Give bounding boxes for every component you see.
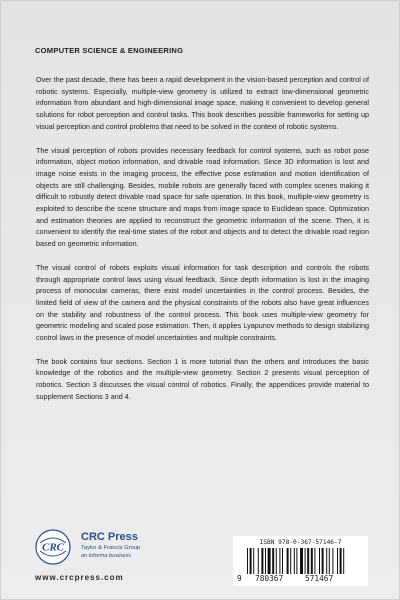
barcode-bars [247,548,355,574]
barcode-bar [272,548,274,574]
barcode-bar [343,548,344,574]
barcode-bar [287,548,289,574]
barcode-bar [290,548,291,574]
barcode-bar [326,548,327,574]
barcode-bar [319,548,320,574]
barcode-bar [311,548,313,574]
barcode-bar [261,548,263,574]
barcode-bar [307,548,309,574]
barcode-bar [314,548,315,574]
category-heading: COMPUTER SCIENCE & ENGINEERING [35,46,184,55]
isbn-label: ISBN 978-0-367-57146-7 [259,539,342,546]
barcode-bar [279,548,280,574]
barcode-bar [305,548,306,574]
barcode-bar [250,548,252,574]
barcode-bar [265,548,266,574]
description-paragraph: The visual control of robots exploits visual information for task description and controls the robots through appropriate control laws using visual feedback. Since depth information is lost in the imaging process of monocular cameras, there exist model uncertainties in the control process. Besides, the limited field of view of the camera and the physical constraints of the robots also have great influences on the stability and robustness of the control process. This book uses multiple-view geometry for geometric modeling and scaled pose estimation. Then, it applies Lyapunov methods to design stabilizing control laws in the presence of model uncertainties and multiple constraints. [36,262,369,343]
publisher-group: Taylor & Francis Group [81,545,141,551]
publisher-tagline: an informa business [81,553,132,559]
barcode-bar [247,548,248,574]
barcode-bar [296,548,297,574]
barcode-digit-first: 9 [237,574,242,583]
barcode-bar [340,548,342,574]
crc-logo-icon [35,529,71,565]
barcode-bar [276,548,277,574]
publisher-name: CRC Press [81,531,138,543]
barcode-bar [258,548,259,574]
svg-text:CRC: CRC [41,541,65,554]
barcode-bar [300,548,303,574]
description-paragraph: Over the past decade, there has been a rapid development in the vision-based perception and control of robotic systems. Especially, multiple-view geometry is utilized to extract low-dimensional geometric information from abundant and high-dimensional image space, making it convenient to develop general solutions for robot perception and control tasks. This book describes possible frameworks for setting up visual perception and control problems that need to be solved in the context of robotic systems. [36,75,369,131]
barcode-bar [322,548,324,574]
barcode-bar [329,548,330,574]
description-body [36,74,369,415]
barcode-bar [294,548,295,574]
description-paragraph: The book contains four sections. Section 1 is more tutorial than the others and introduces the basic knowledge of the robotics and the multiple-view geometry. Section 2 presents visual perception of robotics. Section 3 discusses the visual control of robotics. Finally, the appendices provide material to supplement Sections 3 and 4. [36,356,369,401]
barcode-digits-right: 571467 [305,574,334,583]
barcode-bar [282,548,283,574]
barcode-bar [332,548,333,574]
publisher-logo [35,529,205,569]
barcode-bar [268,548,271,574]
publisher-website: www.crcpress.com [35,573,124,582]
barcode-bar [253,548,254,574]
isbn-barcode [233,536,368,586]
description-paragraph: The visual perception of robots provides necessary feedback for control systems, such as robot pose information, object motion information, and drivable road information. Since 3D information is lost and image noise exists in the imaging process, the effective pose estimation and motion identification of objects are still challenging. Besides, mobile robots are generally faced with complex scenes making it difficult to robustly detect drivable road space for safe operation. In this book, multiple-view geometry is exploited to describe the scene structure and maps from image space to Euclidean space. Optimization and estimation theories are applied to reconstruct the geometric information of the scene. Then, it is convenient to identify the real-time states of the robot and objects and to detect the drivable road region based on geometric information. [36,145,369,249]
barcode-digits-left: 780367 [255,574,284,583]
barcode-bar [337,548,338,574]
